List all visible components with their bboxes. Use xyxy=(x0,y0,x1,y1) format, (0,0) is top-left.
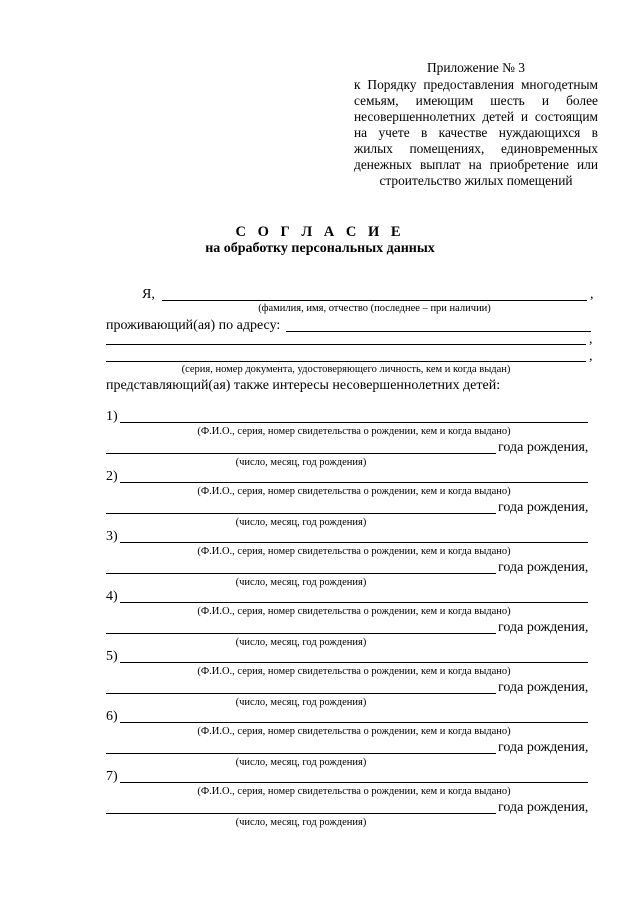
child-caption: (Ф.И.О., серия, номер свидетельства о рождении, кем и когда выдано) xyxy=(197,486,511,497)
fio-caption: (фамилия, имя, отчество (последнее – при наличии) xyxy=(258,303,491,314)
children-label: представляющий(ая) также интересы несовершеннолетних детей: xyxy=(106,378,501,393)
child-birth-date-field-line[interactable] xyxy=(106,453,496,454)
child-birth-date-field-line[interactable] xyxy=(106,813,496,814)
child-birth-date-field-line[interactable] xyxy=(106,633,496,634)
birth-date-caption: (число, месяц, год рождения) xyxy=(235,577,367,588)
address-label: проживающий(ая) по адресу: xyxy=(106,318,281,333)
child-name-field-line[interactable] xyxy=(120,422,588,423)
document-caption: (серия, номер документа, удостоверяющего личность, кем и когда выдан) xyxy=(181,364,511,375)
address-field-line[interactable] xyxy=(286,331,591,332)
birth-date-caption: (число, месяц, год рождения) xyxy=(235,817,367,828)
child-number: 1) xyxy=(106,409,118,424)
birth-year-label: года рождения, xyxy=(498,740,589,755)
i-label: Я, xyxy=(142,287,155,302)
document-field-line[interactable] xyxy=(106,361,586,362)
annex-block xyxy=(354,60,598,189)
birth-date-caption: (число, месяц, год рождения) xyxy=(235,757,367,768)
child-name-field-line[interactable] xyxy=(120,782,588,783)
child-caption: (Ф.И.О., серия, номер свидетельства о рождении, кем и когда выдано) xyxy=(197,786,511,797)
child-caption: (Ф.И.О., серия, номер свидетельства о рождении, кем и когда выдано) xyxy=(197,666,511,677)
birth-year-label: года рождения, xyxy=(498,680,589,695)
document-subtitle: на обработку персональных данных xyxy=(205,241,435,256)
birth-year-label: года рождения, xyxy=(498,560,589,575)
child-caption: (Ф.И.О., серия, номер свидетельства о рождении, кем и когда выдано) xyxy=(197,726,511,737)
annex-text: к Порядку предоставления многодетным семьям, имеющим шесть и более несовершеннолетних детей и состоящим на учете в качестве нуждающихся в жилых помещениях, единовременных денежных выплат на приобретение или строительство жилых помещений xyxy=(354,77,598,188)
comma: , xyxy=(590,287,594,302)
child-birth-date-field-line[interactable] xyxy=(106,573,496,574)
fio-field-line[interactable] xyxy=(162,300,587,301)
child-caption: (Ф.И.О., серия, номер свидетельства о рождении, кем и когда выдано) xyxy=(197,606,511,617)
document-title: С О Г Л А С И Е xyxy=(235,224,405,240)
child-name-field-line[interactable] xyxy=(120,542,588,543)
comma: , xyxy=(589,332,593,347)
child-birth-date-field-line[interactable] xyxy=(106,753,496,754)
child-name-field-line[interactable] xyxy=(120,482,588,483)
child-name-field-line[interactable] xyxy=(120,722,588,723)
birth-date-caption: (число, месяц, год рождения) xyxy=(235,637,367,648)
child-number: 3) xyxy=(106,529,118,544)
birth-date-caption: (число, месяц, год рождения) xyxy=(235,517,367,528)
birth-year-label: года рождения, xyxy=(498,440,589,455)
child-number: 6) xyxy=(106,709,118,724)
birth-year-label: года рождения, xyxy=(498,500,589,515)
child-name-field-line[interactable] xyxy=(120,602,588,603)
child-number: 2) xyxy=(106,469,118,484)
birth-date-caption: (число, месяц, год рождения) xyxy=(235,697,367,708)
child-birth-date-field-line[interactable] xyxy=(106,513,496,514)
comma: , xyxy=(589,349,593,364)
child-number: 7) xyxy=(106,769,118,784)
child-caption: (Ф.И.О., серия, номер свидетельства о рождении, кем и когда выдано) xyxy=(197,546,511,557)
child-number: 4) xyxy=(106,589,118,604)
birth-date-caption: (число, месяц, год рождения) xyxy=(235,457,367,468)
address-field-line-2[interactable] xyxy=(106,344,586,345)
child-name-field-line[interactable] xyxy=(120,662,588,663)
birth-year-label: года рождения, xyxy=(498,620,589,635)
birth-year-label: года рождения, xyxy=(498,800,589,815)
annex-title: Приложение № 3 xyxy=(426,60,526,75)
child-caption: (Ф.И.О., серия, номер свидетельства о рождении, кем и когда выдано) xyxy=(197,426,511,437)
child-birth-date-field-line[interactable] xyxy=(106,693,496,694)
child-number: 5) xyxy=(106,649,118,664)
